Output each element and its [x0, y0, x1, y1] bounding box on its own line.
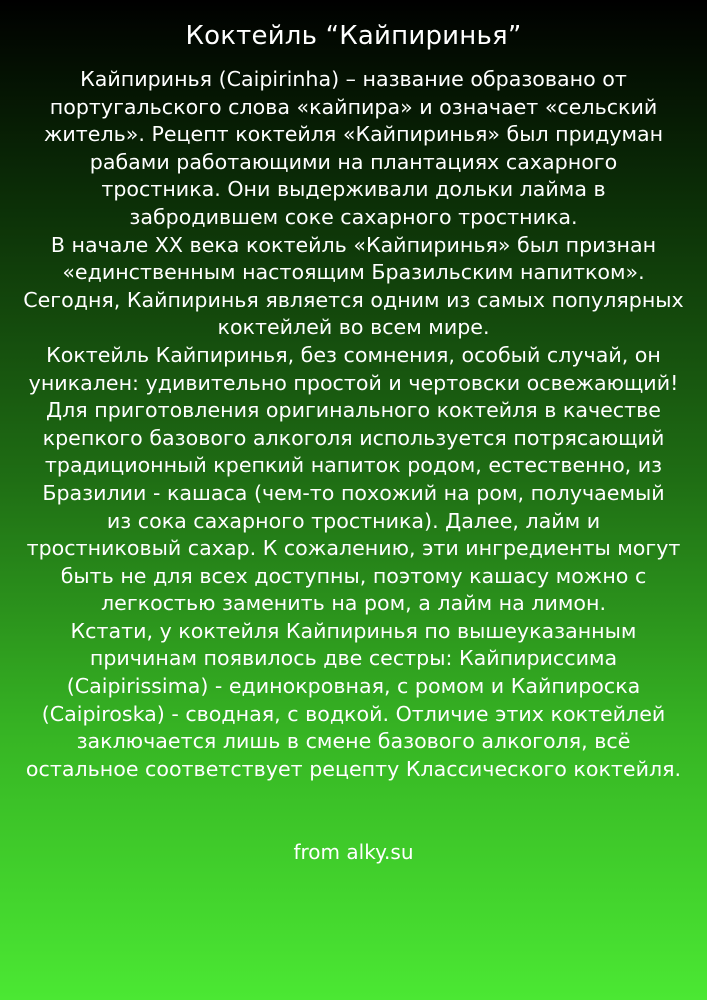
- body-line: Бразилии - кашаса (чем-то похожий на ром, получаемый: [42, 480, 665, 505]
- body-line: Коктейль Кайпиринья, без сомнения, особый случай, он: [46, 342, 661, 367]
- body-line: забродившем соке сахарного тростника.: [129, 204, 578, 229]
- body-line: (Caipiroska) - сводная, с водкой. Отличие этих коктейлей: [41, 701, 666, 726]
- document-title: Коктейль “Кайпиринья”: [185, 21, 522, 51]
- body-line: Кайпиринья (Caipirinha) – название образовано от: [80, 67, 627, 91]
- body-line: коктейлей во всем мире.: [217, 315, 490, 340]
- body-line: легкостью заменить на ром, а лайм на лимон.: [101, 591, 606, 616]
- document-body: [0, 66, 707, 783]
- body-line: крепкого базового алкоголя используется потрясающий: [42, 425, 665, 450]
- body-line: причинам появилось две сестры: Кайпириссима: [89, 646, 618, 671]
- body-line: из сока сахарного тростника). Далее, лайм и: [106, 508, 601, 533]
- body-line: Кстати, у коктейля Кайпиринья по вышеуказанным: [70, 618, 637, 643]
- body-line: быть не для всех доступны, поэтому кашасу можно с: [60, 563, 647, 588]
- body-line: остальное соответствует рецепту Классического коктейля.: [25, 756, 682, 781]
- body-line: тростника. Они выдерживали дольки лайма в: [101, 177, 606, 202]
- body-line: Для приготовления оригинального коктейля в качестве: [46, 398, 661, 423]
- body-line: житель». Рецепт коктейля «Кайпиринья» был придуман: [43, 122, 664, 147]
- body-line: (Caipirissima) - единокровная, с ромом и Кайпироска: [66, 674, 641, 699]
- body-line: «единственным настоящим Бразильским напитком».: [62, 260, 645, 285]
- body-line: традиционный крепкий напиток родом, естественно, из: [44, 453, 663, 478]
- body-line: португальского слова «кайпира» и означает «сельский: [49, 94, 658, 119]
- body-line: Сегодня, Кайпиринья является одним из самых популярных: [23, 287, 684, 312]
- body-line: тростниковый сахар. К сожалению, эти ингредиенты могут: [26, 536, 681, 561]
- body-line: В начале XX века коктейль «Кайпиринья» был признан: [50, 232, 657, 257]
- source-credit: from alky.su: [293, 840, 414, 864]
- body-line: рабами работающими на плантациях сахарного: [89, 149, 618, 174]
- body-line: заключается лишь в смене базового алкоголя, всё: [76, 729, 631, 754]
- body-line: уникален: удивительно простой и чертовски освежающий!: [28, 370, 679, 395]
